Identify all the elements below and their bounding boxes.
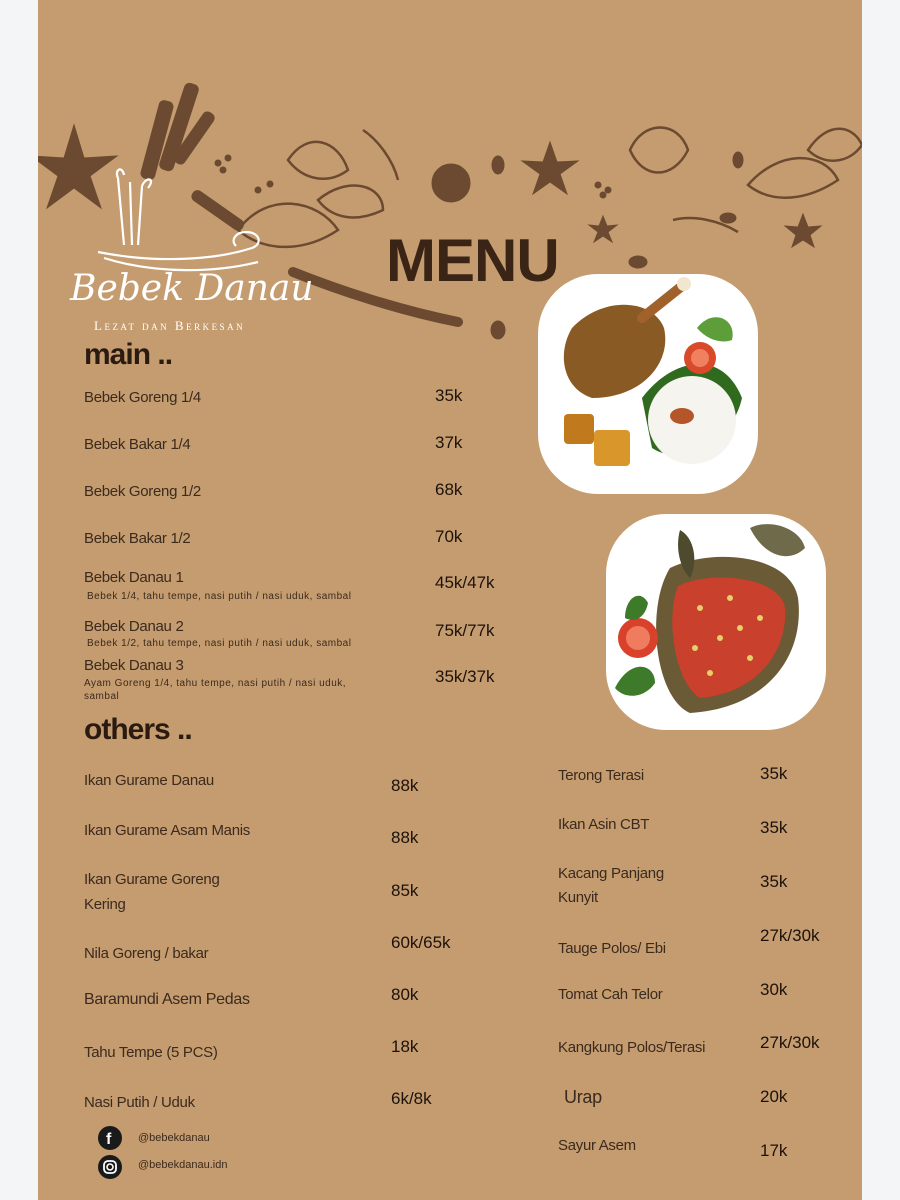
main-item-price: 70k <box>435 527 463 546</box>
others-item-price: 27k/30k <box>760 1033 820 1052</box>
main-item-price: 35k/37k <box>435 667 495 686</box>
others-item-price: 35k <box>760 818 788 837</box>
main-item-name: Bebek Goreng 1/4 <box>84 389 201 406</box>
main-item-name: Bebek Danau 1 <box>84 569 184 586</box>
others-item-price: 20k <box>760 1087 788 1106</box>
main-item-price: 68k <box>435 480 463 499</box>
main-item-price: 75k/77k <box>435 621 495 640</box>
others-item-name: Ikan Gurame Asam Manis <box>84 822 250 839</box>
main-item-price: 37k <box>435 433 463 452</box>
menu-title: MENU <box>386 227 559 294</box>
others-item-name: Ikan Gurame Danau <box>84 772 214 789</box>
others-item-name: Urap <box>564 1087 602 1107</box>
menu-sheet <box>38 0 862 1200</box>
left-margin <box>0 0 38 1200</box>
others-item-price: 18k <box>391 1037 419 1056</box>
others-item-name: Ikan Asin CBT <box>558 816 650 833</box>
main-item-description: Bebek 1/2, tahu tempe, nasi putih / nasi uduk, sambal <box>87 638 352 649</box>
facebook-icon[interactable] <box>98 1126 122 1150</box>
others-item-name: Nila Goreng / bakar <box>84 945 209 962</box>
main-item-name: Bebek Danau 2 <box>84 618 184 635</box>
others-item-price: 35k <box>760 764 788 783</box>
main-item-name: Bebek Bakar 1/2 <box>84 530 191 547</box>
others-item-name-line2: Kunyit <box>558 889 598 906</box>
others-item-name: Terong Terasi <box>558 767 644 784</box>
brand-tagline: Lezat dan Berkesan <box>94 318 246 333</box>
others-heading: others .. <box>84 713 192 746</box>
others-item-price: 85k <box>391 881 419 900</box>
seed-icon <box>432 164 470 202</box>
main-item-description: Ayam Goreng 1/4, tahu tempe, nasi putih / nasi uduk, <box>84 678 347 689</box>
main-heading: main .. <box>84 338 173 371</box>
others-item-price: 88k <box>391 828 419 847</box>
right-margin <box>862 0 900 1200</box>
others-item-name: Tomat Cah Telor <box>558 986 663 1003</box>
others-item-price: 60k/65k <box>391 933 451 952</box>
main-item-description: Bebek 1/4, tahu tempe, nasi putih / nasi uduk, sambal <box>87 591 352 602</box>
instagram-handle[interactable]: @bebekdanau.idn <box>138 1159 228 1171</box>
others-item-name: Sayur Asem <box>558 1137 636 1154</box>
others-item-name-line2: Kering <box>84 896 126 913</box>
others-item-name: Kangkung Polos/Terasi <box>558 1039 706 1056</box>
others-item-price: 88k <box>391 776 419 795</box>
star-anise-icon <box>38 125 117 208</box>
others-item-name: Ikan Gurame Goreng <box>84 871 220 888</box>
main-item-description: sambal <box>84 691 120 702</box>
others-item-price: 80k <box>391 985 419 1004</box>
others-item-name: Baramundi Asem Pedas <box>84 991 250 1008</box>
brand-name: Bebek Danau <box>70 268 314 309</box>
others-item-price: 35k <box>760 872 788 891</box>
others-item-name: Kacang Panjang <box>558 865 664 882</box>
others-item-price: 30k <box>760 980 788 999</box>
others-item-name: Tauge Polos/ Ebi <box>558 940 666 957</box>
main-item-name: Bebek Goreng 1/2 <box>84 483 201 500</box>
duck-dish-photo <box>532 268 764 500</box>
main-item-name: Bebek Bakar 1/4 <box>84 436 191 453</box>
instagram-icon[interactable] <box>98 1155 122 1179</box>
main-item-price: 35k <box>435 386 463 405</box>
facebook-handle[interactable]: @bebekdanau <box>138 1132 210 1144</box>
others-item-price: 27k/30k <box>760 926 820 945</box>
others-item-name: Nasi Putih / Uduk <box>84 1094 195 1111</box>
svg-text:f: f <box>106 1131 112 1148</box>
others-item-price: 17k <box>760 1141 788 1160</box>
others-item-name: Tahu Tempe (5 PCS) <box>84 1044 218 1061</box>
main-item-name: Bebek Danau 3 <box>84 657 184 674</box>
fish-dish-photo <box>600 508 832 736</box>
main-item-price: 45k/47k <box>435 573 495 592</box>
others-item-price: 6k/8k <box>391 1089 432 1108</box>
